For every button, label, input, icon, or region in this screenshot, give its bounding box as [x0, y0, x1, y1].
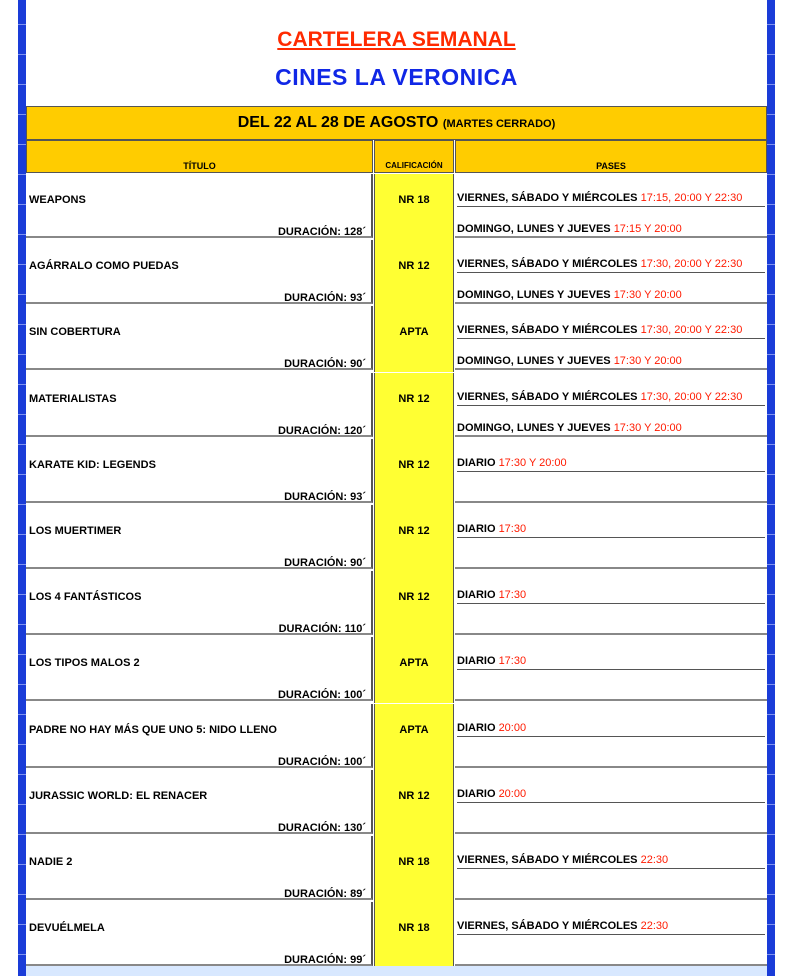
- film-title: KARATE KID: LEGENDS: [29, 458, 156, 471]
- rating-cell: [374, 240, 454, 306]
- film-duration: DURACIÓN: 90´: [284, 358, 366, 371]
- times-label: 17:15, 20:00 Y 22:30: [640, 192, 743, 204]
- days-label: DIARIO: [457, 456, 499, 469]
- rail-tick: [18, 654, 26, 655]
- rail-tick: [18, 54, 26, 55]
- times-label: 22:30: [640, 854, 669, 866]
- showtimes-line-1: [457, 788, 765, 803]
- days-label: DIARIO: [457, 721, 499, 734]
- rail-tick: [767, 414, 775, 415]
- showtimes-cell: [455, 571, 767, 635]
- days-label: DOMINGO, LUNES Y JUEVES: [457, 355, 614, 368]
- showtimes-line-1: [457, 854, 765, 869]
- table-row: [26, 439, 767, 505]
- rail-tick: [767, 834, 775, 835]
- table-row: [26, 902, 767, 968]
- days-label: DIARIO: [457, 523, 499, 535]
- times-label: 20:00: [498, 787, 527, 800]
- rail-tick: [18, 234, 26, 235]
- rail-tick: [18, 534, 26, 535]
- film-title-cell: [26, 836, 373, 900]
- rating-badge: NR 12: [398, 392, 430, 405]
- rail-tick: [767, 384, 775, 385]
- rail-tick: [767, 114, 775, 115]
- column-header-showtimes: PASES: [455, 140, 767, 173]
- rating-cell: [374, 439, 454, 505]
- schedule-sheet: [26, 0, 767, 976]
- rating-badge: NR 12: [398, 260, 430, 273]
- times-label: 17:30, 20:00 Y 22:30: [640, 390, 743, 403]
- film-title-cell: [26, 240, 373, 304]
- days-label: DOMINGO, LUNES Y JUEVES: [457, 223, 614, 235]
- film-title: WEAPONS: [29, 194, 86, 206]
- days-label: VIERNES, SÁBADO Y MIÉRCOLES: [457, 258, 641, 271]
- times-label: 17:30 Y 20:00: [498, 456, 567, 469]
- film-title: LOS TIPOS MALOS 2: [29, 657, 140, 670]
- showtimes-cell: [455, 373, 767, 437]
- showtimes-line-1: [457, 920, 765, 935]
- days-label: VIERNES, SÁBADO Y MIÉRCOLES: [457, 192, 641, 204]
- showtimes-line-1: [457, 457, 765, 472]
- film-title-cell: [26, 637, 373, 701]
- rating-badge: APTA: [399, 326, 429, 339]
- film-title: PADRE NO HAY MÁS QUE UNO 5: NIDO LLENO: [29, 723, 277, 736]
- rail-tick: [18, 804, 26, 805]
- rating-badge: NR 12: [398, 458, 430, 471]
- showtimes-cell: [455, 439, 767, 503]
- film-title: LOS 4 FANTÁSTICOS: [29, 591, 142, 604]
- rail-tick: [767, 444, 775, 445]
- rail-tick: [767, 174, 775, 175]
- days-label: VIERNES, SÁBADO Y MIÉRCOLES: [457, 920, 641, 933]
- rail-tick: [18, 864, 26, 865]
- showtimes-line-1: [457, 324, 765, 339]
- showtimes-cell: [455, 174, 767, 238]
- showtimes-cell: [455, 637, 767, 701]
- table-row: [26, 174, 767, 240]
- days-label: VIERNES, SÁBADO Y MIÉRCOLES: [457, 390, 641, 403]
- film-duration: DURACIÓN: 128´: [277, 226, 366, 238]
- rating-badge: APTA: [399, 657, 429, 670]
- rail-tick: [767, 804, 775, 805]
- film-title-cell: [26, 704, 373, 768]
- film-title: DEVUÉLMELA: [29, 922, 105, 935]
- rail-tick: [767, 474, 775, 475]
- rating-badge: NR 12: [398, 591, 430, 604]
- footer-strip: [26, 966, 767, 976]
- rail-tick: [767, 24, 775, 25]
- rail-tick: [767, 294, 775, 295]
- film-title-cell: [26, 306, 373, 370]
- table-row: [26, 373, 767, 439]
- showtimes-line-2: [457, 422, 765, 434]
- rail-tick: [18, 114, 26, 115]
- rail-tick: [18, 924, 26, 925]
- times-label: 17:30: [498, 523, 527, 535]
- rail-tick: [18, 714, 26, 715]
- film-duration: DURACIÓN: 93´: [284, 292, 366, 305]
- showtimes-cell: [455, 505, 767, 569]
- rail-tick: [767, 864, 775, 865]
- rail-tick: [767, 534, 775, 535]
- rail-tick: [767, 564, 775, 565]
- film-duration: DURACIÓN: 93´: [284, 490, 366, 503]
- days-label: DOMINGO, LUNES Y JUEVES: [457, 289, 614, 302]
- rating-badge: APTA: [399, 723, 429, 736]
- table-row: [26, 704, 767, 770]
- times-label: 17:30, 20:00 Y 22:30: [640, 258, 743, 271]
- showtimes-line-2: [457, 355, 765, 367]
- rail-tick: [767, 324, 775, 325]
- table-row: [26, 505, 767, 571]
- rail-tick: [18, 84, 26, 85]
- showtimes-cell: [455, 240, 767, 304]
- rail-tick: [18, 324, 26, 325]
- rating-badge: NR 18: [398, 856, 430, 868]
- showtimes-line-1: [457, 192, 765, 207]
- film-duration: DURACIÓN: 100´: [277, 755, 366, 768]
- rating-cell: [374, 373, 454, 439]
- rating-cell: [374, 704, 454, 770]
- rating-cell: [374, 902, 454, 968]
- rail-tick: [18, 684, 26, 685]
- rating-cell: [374, 836, 454, 902]
- film-duration: DURACIÓN: 120´: [277, 424, 366, 437]
- table-row: [26, 836, 767, 902]
- rail-tick: [18, 444, 26, 445]
- rail-tick: [767, 924, 775, 925]
- showtimes-line-1: [457, 722, 765, 737]
- times-label: 20:00: [498, 721, 527, 734]
- table-row: [26, 306, 767, 372]
- film-title-cell: [26, 439, 373, 503]
- showtimes-line-2: [457, 223, 765, 235]
- film-title-cell: [26, 174, 373, 238]
- rail-tick: [18, 354, 26, 355]
- rail-tick: [767, 894, 775, 895]
- right-border-rail: [767, 0, 775, 976]
- cinema-name: CINES LA VERONICA: [275, 64, 518, 90]
- rating-badge: NR 12: [398, 789, 430, 802]
- times-label: 17:30, 20:00 Y 22:30: [640, 324, 743, 337]
- rail-tick: [767, 504, 775, 505]
- times-label: 17:30: [498, 655, 527, 668]
- table-row: [26, 240, 767, 306]
- rail-tick: [767, 654, 775, 655]
- days-label: VIERNES, SÁBADO Y MIÉRCOLES: [457, 324, 641, 337]
- times-label: 17:30 Y 20:00: [613, 421, 682, 434]
- rating-badge: NR 18: [398, 194, 430, 206]
- table-row: [26, 770, 767, 836]
- film-title: NADIE 2: [29, 856, 73, 868]
- film-duration: DURACIÓN: 110´: [278, 623, 366, 636]
- rail-tick: [18, 474, 26, 475]
- showtimes-cell: [455, 704, 767, 768]
- rating-cell: [374, 174, 454, 240]
- showtimes-cell: [455, 770, 767, 834]
- rail-tick: [767, 954, 775, 955]
- rail-tick: [767, 204, 775, 205]
- rail-tick: [767, 774, 775, 775]
- rail-tick: [18, 504, 26, 505]
- rail-tick: [18, 954, 26, 955]
- film-duration: DURACIÓN: 99´: [284, 954, 366, 967]
- times-label: 22:30: [640, 920, 669, 933]
- rail-tick: [18, 594, 26, 595]
- rail-tick: [18, 264, 26, 265]
- film-title-cell: [26, 770, 373, 834]
- rail-tick: [18, 774, 26, 775]
- days-label: DOMINGO, LUNES Y JUEVES: [457, 421, 614, 434]
- showtimes-line-1: [457, 258, 765, 273]
- rating-badge: NR 12: [398, 525, 430, 537]
- times-label: 17:15 Y 20:00: [613, 223, 682, 235]
- film-duration: DURACIÓN: 90´: [284, 557, 366, 569]
- rail-tick: [18, 564, 26, 565]
- rating-badge: NR 18: [398, 922, 430, 935]
- film-title: JURASSIC WORLD: EL RENACER: [29, 789, 208, 802]
- rating-cell: [374, 571, 454, 637]
- rail-tick: [18, 294, 26, 295]
- page-title: CARTELERA SEMANAL: [277, 28, 516, 51]
- closed-note: (MARTES CERRADO): [442, 118, 556, 130]
- showtimes-line-1: [457, 523, 765, 538]
- showtimes-line-1: [457, 391, 765, 406]
- rail-tick: [767, 84, 775, 85]
- times-label: 17:30 Y 20:00: [613, 355, 682, 368]
- rail-tick: [767, 594, 775, 595]
- date-range: DEL 22 AL 28 DE AGOSTO: [237, 114, 439, 131]
- rail-tick: [18, 624, 26, 625]
- left-border-rail: [18, 0, 26, 976]
- film-title: MATERIALISTAS: [29, 392, 117, 405]
- film-duration: DURACIÓN: 89´: [284, 888, 366, 900]
- days-label: DIARIO: [457, 787, 499, 800]
- column-header-rating: CALIFICACIÓN: [374, 140, 454, 173]
- rail-tick: [767, 684, 775, 685]
- rail-tick: [18, 744, 26, 745]
- film-duration: DURACIÓN: 100´: [277, 689, 366, 702]
- times-label: 17:30 Y 20:00: [613, 289, 682, 302]
- rating-cell: [374, 637, 454, 703]
- date-range-band: [26, 106, 767, 140]
- table-row: [26, 637, 767, 703]
- film-title: SIN COBERTURA: [29, 326, 121, 339]
- rail-tick: [767, 54, 775, 55]
- film-title: AGÁRRALO COMO PUEDAS: [29, 260, 179, 273]
- rail-tick: [18, 384, 26, 385]
- rail-tick: [18, 834, 26, 835]
- film-title-cell: [26, 902, 373, 966]
- rail-tick: [767, 264, 775, 265]
- column-header-title: TÍTULO: [26, 140, 373, 173]
- rail-tick: [18, 144, 26, 145]
- rail-tick: [18, 174, 26, 175]
- days-label: DIARIO: [457, 589, 499, 602]
- table-row: [26, 571, 767, 637]
- rail-tick: [18, 24, 26, 25]
- rail-tick: [18, 414, 26, 415]
- days-label: DIARIO: [457, 655, 499, 668]
- showtimes-line-2: [457, 289, 765, 301]
- film-duration: DURACIÓN: 130´: [277, 821, 366, 834]
- days-label: VIERNES, SÁBADO Y MIÉRCOLES: [457, 854, 641, 866]
- rating-cell: [374, 306, 454, 372]
- showtimes-line-1: [457, 589, 765, 604]
- times-label: 17:30: [498, 589, 527, 602]
- rail-tick: [767, 624, 775, 625]
- showtimes-cell: [455, 306, 767, 370]
- rating-cell: [374, 505, 454, 571]
- film-title: LOS MUERTIMER: [29, 525, 122, 537]
- film-title-cell: [26, 571, 373, 635]
- rail-tick: [18, 894, 26, 895]
- rail-tick: [767, 714, 775, 715]
- rail-tick: [18, 204, 26, 205]
- rail-tick: [767, 144, 775, 145]
- rail-tick: [767, 744, 775, 745]
- showtimes-cell: [455, 902, 767, 966]
- rail-tick: [767, 234, 775, 235]
- rating-cell: [374, 770, 454, 836]
- film-title-cell: [26, 505, 373, 569]
- showtimes-cell: [455, 836, 767, 900]
- rail-tick: [767, 354, 775, 355]
- showtimes-line-1: [457, 655, 765, 670]
- film-title-cell: [26, 373, 373, 437]
